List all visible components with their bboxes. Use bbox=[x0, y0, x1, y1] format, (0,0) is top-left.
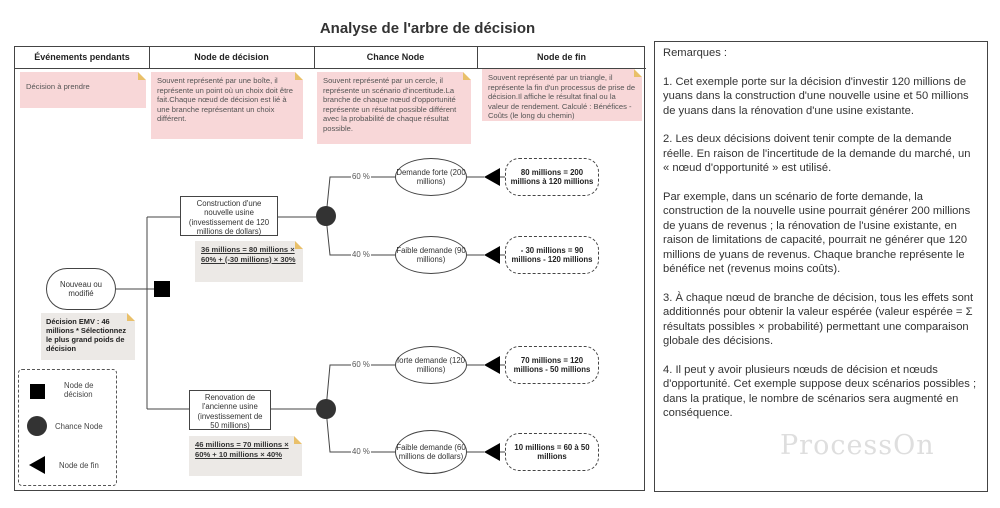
option-new-plant: Construction d'une nouvelle usine (investissement de 120 millions de dollars) bbox=[180, 196, 278, 236]
option-renovation: Renovation de l'ancienne usine (investissement de 50 millions) bbox=[189, 390, 271, 430]
legend-fin-label: Node de fin bbox=[59, 461, 99, 470]
remark-1: 1. Cet exemple porte sur la décision d'investir 120 millions de yuans dans la construction d'une nouvelle usine et 50 millions de yuans dans la rénovation d'une usine existante. bbox=[663, 75, 969, 117]
header-evenements: Événements pendants bbox=[15, 47, 149, 69]
root-node bbox=[46, 268, 116, 310]
legend bbox=[18, 369, 117, 486]
chance-node-new bbox=[316, 206, 336, 226]
end-triangle-2 bbox=[484, 246, 500, 264]
note-evenements: Décision à prendre bbox=[20, 72, 146, 108]
legend-decision-label: Node de décision bbox=[64, 381, 94, 399]
end-triangle-4 bbox=[484, 443, 500, 461]
pct-old-low: 40 % bbox=[352, 447, 370, 456]
remarks-panel bbox=[654, 41, 988, 492]
emv-note: Décision EMV : 46 millions * Sélectionnez le plus grand poids de décision bbox=[41, 313, 135, 360]
note-decision: Souvent représenté par une boîte, il représente un point où un choix doit être fait.Chaque nœud de décision est lié à une branche représentant un choix différent. bbox=[151, 72, 303, 139]
result-old-high: 70 millions = 120 millions - 50 millions bbox=[505, 346, 599, 384]
legend-square-icon bbox=[30, 384, 45, 399]
legend-triangle-icon bbox=[29, 456, 45, 474]
watermark: ProcessOn bbox=[780, 430, 935, 461]
legend-circle-icon bbox=[27, 416, 47, 436]
result-new-high: 80 millions = 200 millions à 120 millions bbox=[505, 158, 599, 196]
root-label: Nouveau ou modifié bbox=[59, 279, 103, 298]
header-decision: Node de décision bbox=[149, 47, 314, 69]
outcome-old-low: Faible demande (60 millions de dollars) bbox=[395, 430, 467, 474]
result-old-low: 10 millions = 60 à 50 millions bbox=[505, 433, 599, 471]
remark-example: Par exemple, dans un scénario de forte demande, la construction de la nouvelle usine pourrait générer 200 millions de yuans de revenus ; la rénovation de l'usine existante, en raison de limitations de capacité, pourrait ne générer que 120 millions de yuans de revenus. Chaque branche représente le bénéfice net (revenus moins coûts). bbox=[663, 191, 971, 276]
end-triangle-1 bbox=[484, 168, 500, 186]
diagram-title: Analyse de l'arbre de décision bbox=[319, 20, 536, 37]
note-fin: Souvent représenté par un triangle, il représente la fin d'un processus de prise de décision.Il affiche le résultat final ou la valeur de rendement. Calculé : Bénéfices - Coûts (le long du chemin) bbox=[482, 69, 642, 121]
calc-renovation: 46 millions = 70 millions × 60% + 10 millions × 40% bbox=[189, 436, 302, 476]
remark-2: 2. Les deux décisions doivent tenir compte de la demande réelle. En raison de l'incertitude de la demande du marché, un « nœud d'opportunité » est utilisé. bbox=[663, 133, 971, 175]
result-new-low: - 30 millions = 90 millions - 120 millions bbox=[505, 236, 599, 274]
pct-new-low: 40 % bbox=[352, 250, 370, 259]
outcome-new-low: Faible demande (90 millions) bbox=[395, 236, 467, 274]
header-fin: Node de fin bbox=[477, 47, 646, 69]
remarks-title: Remarques : bbox=[663, 47, 728, 59]
end-triangle-3 bbox=[484, 356, 500, 374]
legend-chance-label: Chance Node bbox=[55, 422, 103, 431]
pct-new-high: 60 % bbox=[352, 172, 370, 181]
remark-3: 3. À chaque nœud de branche de décision, tous les effets sont additionnés pour obtenir la valeur espérée (valeur espérée = Σ résultats possibles × probabilité) permettant une comparaison globale des décisions. bbox=[663, 291, 974, 348]
remark-4: 4. Il peut y avoir plusieurs nœuds de décision et nœuds d'opportunité. Cet exemple suppose deux scénarios possibles ; dans la pratique, le nombre de scénarios sera augmenté en conséquence. bbox=[663, 363, 977, 420]
pct-old-high: 60 % bbox=[352, 360, 370, 369]
outcome-new-high: Demande forte (200 millions) bbox=[395, 158, 467, 196]
note-chance: Souvent représenté par un cercle, il représente un scénario d'incertitude.La branche de chaque nœud d'opportunité représente un résultat possible différent avec la probabilité de chaque résultat possible. bbox=[317, 72, 471, 144]
calc-new-plant: 36 millions = 80 millions × 60% + (-30 millions) × 30% bbox=[195, 241, 303, 282]
outcome-old-high: forte demande (120 millions) bbox=[395, 346, 467, 384]
chance-node-old bbox=[316, 399, 336, 419]
header-chance: Chance Node bbox=[314, 47, 477, 69]
decision-node-square bbox=[154, 281, 170, 297]
